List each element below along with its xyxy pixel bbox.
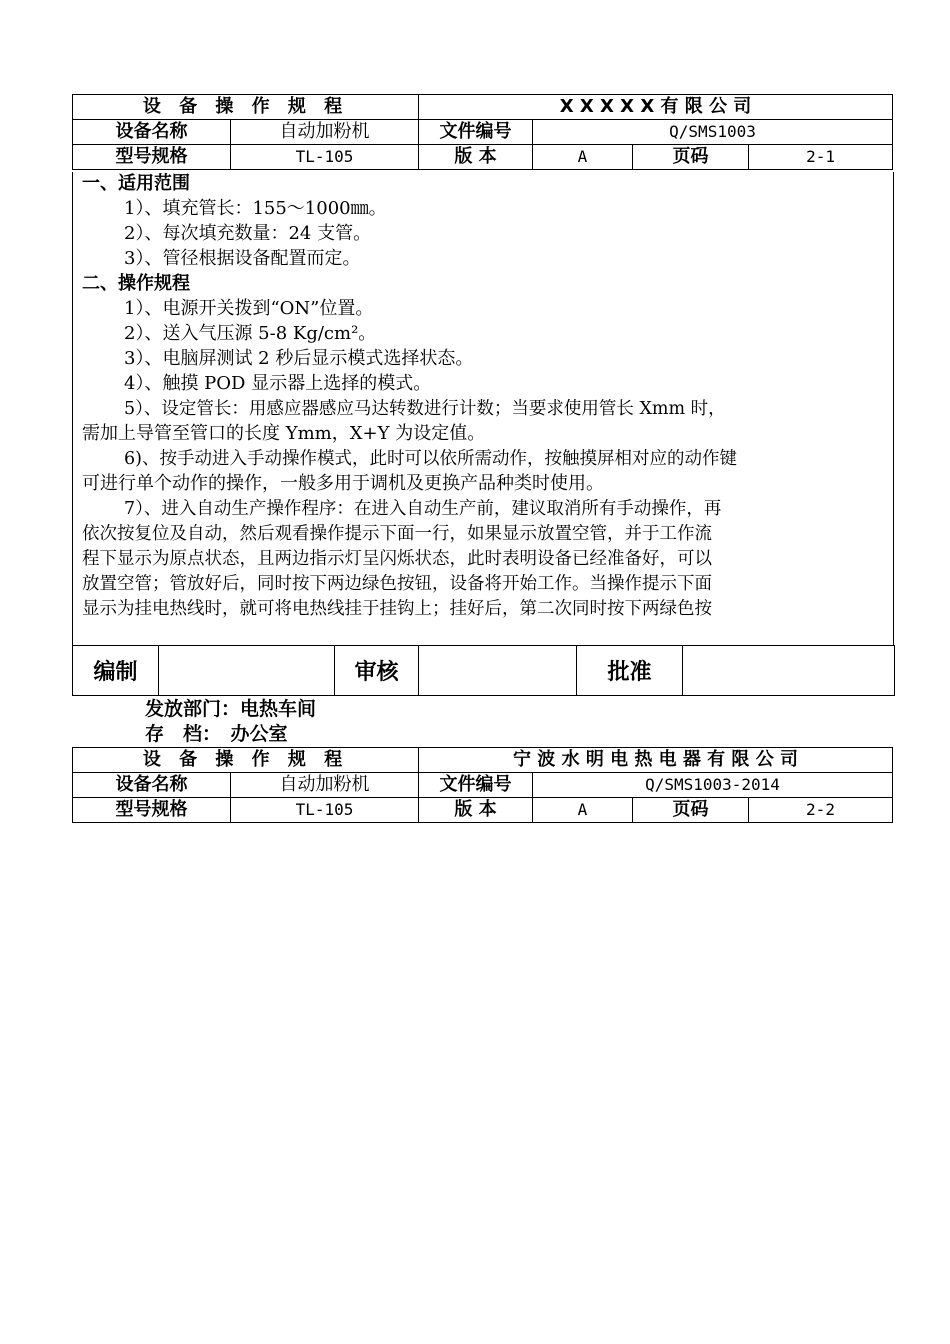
section-title-procedure: 二、操作规程 — [82, 273, 190, 294]
page-value: 2-1 — [749, 145, 893, 170]
scope-item: 3）、管径根据设备配置而定。 — [124, 248, 361, 269]
version-label: 版 本 — [419, 145, 533, 170]
procedure-item-6-line2: 可进行单个动作的操作，一般多用于调机及更换产品种类时使用。 — [82, 473, 604, 494]
signoff-table — [72, 645, 895, 696]
compiled-by-field — [159, 646, 335, 696]
company-name: X X X X X 有 限 公 司 — [419, 95, 893, 120]
equipment-name-value: 自动加粉机 — [231, 120, 419, 145]
procedure-item-7-line: 放置空管；管放好后，同时按下两边绿色按钮，设备将开始工作。当操作提示下面 — [82, 574, 712, 594]
page-label: 页码 — [633, 145, 749, 170]
procedure-item: 3）、电脑屏测试 2 秒后显示模式选择状态。 — [124, 348, 474, 369]
file-number-value: Q/SMS1003 — [533, 120, 893, 145]
archive-location: 存 档： 办公室 — [145, 723, 288, 745]
page-value: 2-2 — [749, 798, 893, 823]
version-value: A — [533, 798, 633, 823]
version-label: 版 本 — [419, 798, 533, 823]
procedure-item-7-line: 依次按复位及自动，然后观看操作提示下面一行，如果显示放置空管，并于工作流 — [82, 524, 712, 544]
procedure-item-6-line1: 6)、按手动进入手动操作模式，此时可以依所需动作，按触摸屏相对应的动作键 — [124, 449, 737, 469]
doc-type-title: 设 备 操 作 规 程 — [73, 95, 419, 120]
distribution-department: 发放部门：电热车间 — [145, 698, 317, 720]
equipment-name-label: 设备名称 — [73, 120, 231, 145]
section-title-scope: 一、适用范围 — [82, 173, 190, 194]
scope-item: 2）、每次填充数量：24 支管。 — [124, 223, 372, 244]
header-table-2 — [72, 747, 893, 823]
reviewed-by-field — [419, 646, 577, 696]
model-label: 型号规格 — [73, 798, 231, 823]
procedure-item-5-line2: 需加上导管至管口的长度 Ymm，X+Y 为设定值。 — [82, 423, 486, 444]
procedure-item-7-line: 显示为挂电热线时，就可将电热线挂于挂钩上；挂好后，第二次同时按下两绿色按 — [82, 599, 712, 619]
company-name: 宁 波 水 明 电 热 电 器 有 限 公 司 — [419, 748, 893, 773]
compiled-by-label: 编制 — [73, 646, 159, 696]
doc-type-title: 设 备 操 作 规 程 — [73, 748, 419, 773]
procedure-item-5-line1: 5）、设定管长：用感应器感应马达转数进行计数；当要求使用管长 Xmm 时， — [124, 399, 726, 419]
equipment-name-label: 设备名称 — [73, 773, 231, 798]
approved-by-field — [683, 646, 895, 696]
procedure-item: 2）、送入气压源 5-8 Kg/cm²。 — [124, 323, 377, 344]
procedure-item: 1）、电源开关拨到“ON”位置。 — [124, 298, 374, 319]
procedure-item-7-line: 程下显示为原点状态，且两边指示灯呈闪烁状态，此时表明设备已经准备好，可以 — [82, 549, 712, 569]
model-value: TL-105 — [231, 145, 419, 170]
file-number-label: 文件编号 — [419, 120, 533, 145]
reviewed-by-label: 审核 — [335, 646, 419, 696]
header-table-1 — [72, 94, 893, 170]
page-label: 页码 — [633, 798, 749, 823]
model-value: TL-105 — [231, 798, 419, 823]
procedure-item-7-line1: 7）、进入自动生产操作程序：在进入自动生产前，建议取消所有手动操作，再 — [124, 499, 722, 519]
model-label: 型号规格 — [73, 145, 231, 170]
version-value: A — [533, 145, 633, 170]
procedure-item: 4）、触摸 POD 显示器上选择的模式。 — [124, 373, 432, 394]
equipment-name-value: 自动加粉机 — [231, 773, 419, 798]
approved-by-label: 批准 — [577, 646, 683, 696]
scope-item: 1）、填充管长：155～1000㎜。 — [124, 198, 387, 219]
file-number-value: Q/SMS1003-2014 — [533, 773, 893, 798]
file-number-label: 文件编号 — [419, 773, 533, 798]
